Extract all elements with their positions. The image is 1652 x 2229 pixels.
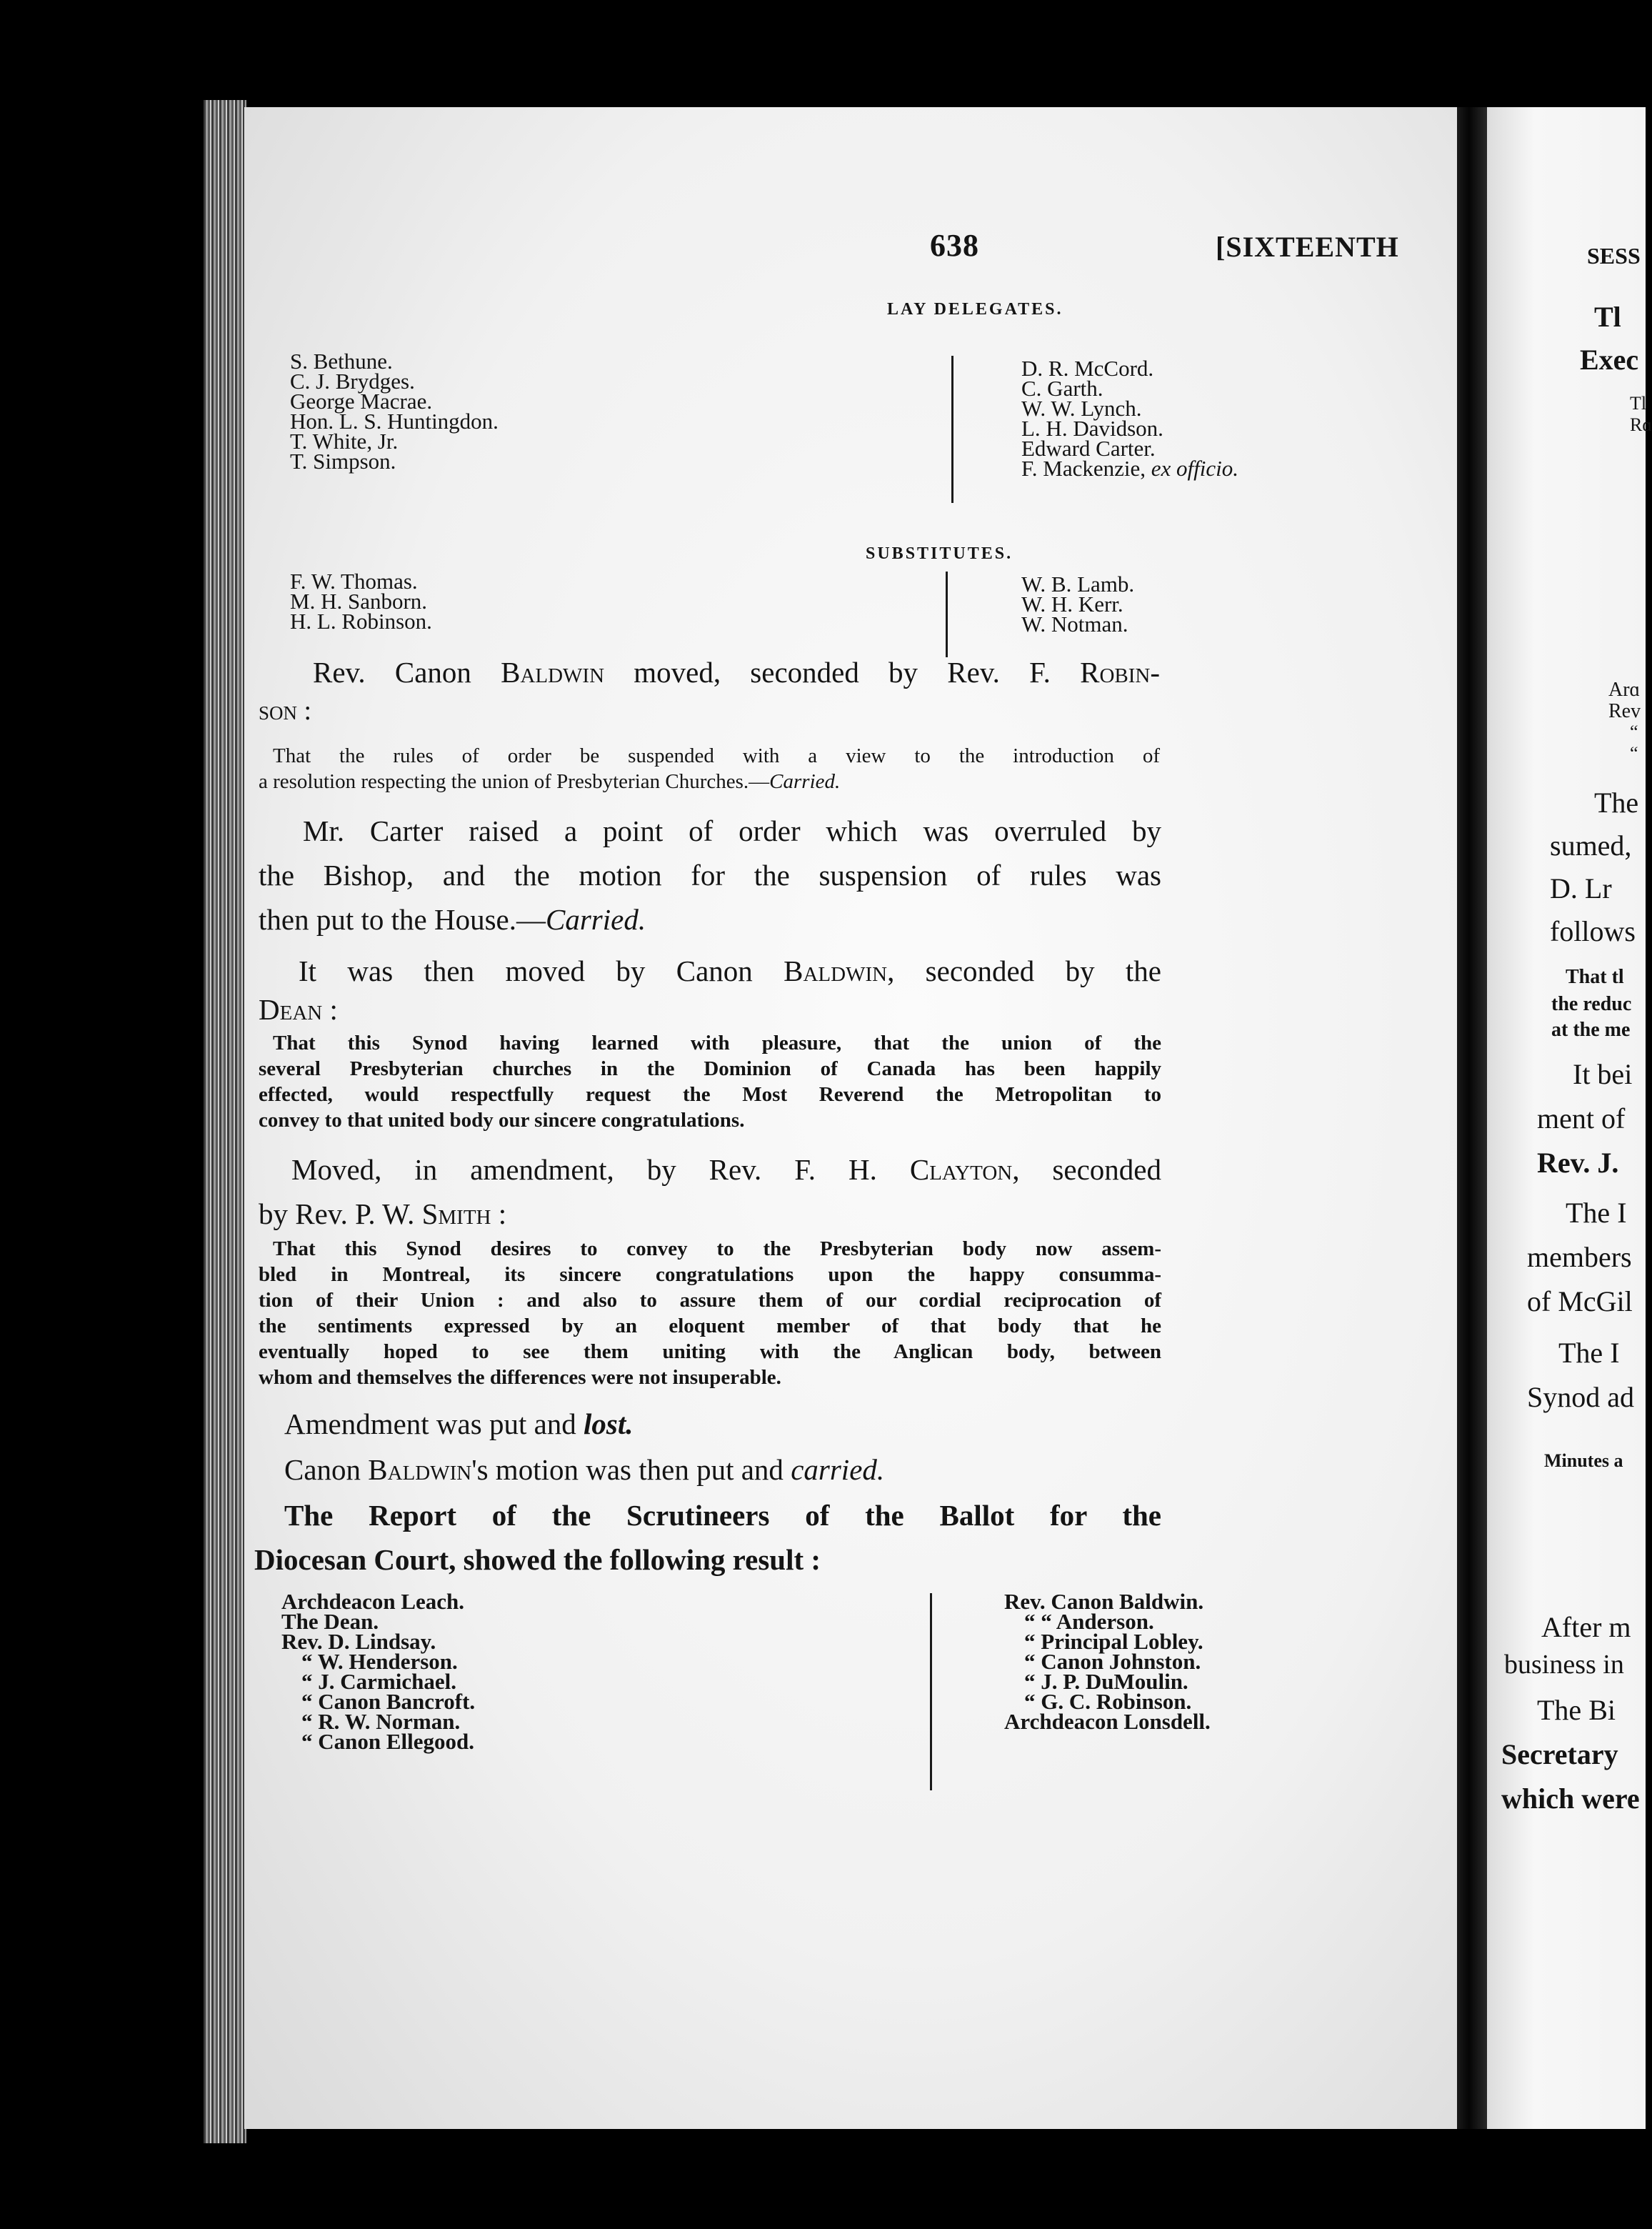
motion2-line1: It was then moved by Canon Baldwin, seconded by the <box>299 954 1162 987</box>
fragment-text: follows <box>1550 915 1636 947</box>
fragment-text: the reduc <box>1551 993 1632 1015</box>
fragment-text: of McGil <box>1527 1285 1633 1317</box>
amendment-resolution-line: tion of their Union : and also to assure them of our cordial reciprocation of <box>259 1289 1161 1312</box>
fragment-text: ment of <box>1537 1102 1626 1135</box>
diocesan-court-left-list <box>281 1589 476 1754</box>
motion2-resolution-line: That this Synod having learned with pleasure, that the union of the <box>273 1032 1161 1054</box>
fragment-text: It bei <box>1573 1058 1633 1090</box>
list-item: C. J. Brydges. <box>290 369 415 394</box>
page-number: 638 <box>930 228 979 263</box>
fragment-text: “ <box>1630 722 1638 742</box>
list-item: “ Canon Johnston. <box>1024 1649 1201 1674</box>
fragment-text: That tl <box>1566 966 1624 988</box>
amendment-resolution-line: eventually hoped to see them uniting with the Anglican body, between <box>259 1340 1161 1363</box>
list-item: W. Notman. <box>1021 612 1128 637</box>
book-gutter <box>1457 107 1487 2129</box>
amendment-resolution-line: That this Synod desires to convey to the Presbyterian body now assem- <box>273 1237 1161 1260</box>
fragment-text: which were <box>1501 1782 1640 1815</box>
scrutineers-line2: Diocesan Court, showed the following result : <box>254 1543 821 1576</box>
substitutes-heading: SUBSTITUTES. <box>866 544 1013 563</box>
list-item: Edward Carter. <box>1021 436 1156 461</box>
right-page-fragment <box>1487 107 1652 2129</box>
list-item: C. Garth. <box>1021 376 1103 401</box>
column-divider <box>951 356 953 503</box>
amendment-line2: by Rev. P. W. Smith : <box>259 1197 507 1230</box>
point-of-order-line: then put to the House.—Carried. <box>259 903 646 936</box>
diocesan-court-right-list <box>1004 1589 1211 1734</box>
scrutineers-line1: The Report of the Scrutineers of the Ballot for the <box>284 1499 1161 1532</box>
fragment-text: Secretary <box>1501 1738 1618 1770</box>
list-item: M. H. Sanborn. <box>290 589 428 614</box>
list-item: D. R. McCord. <box>1021 356 1154 381</box>
fragment-text: Tl <box>1630 393 1647 414</box>
running-head: [SIXTEENTH <box>1216 231 1399 263</box>
list-item: “ J. Carmichael. <box>301 1669 456 1694</box>
baldwin-motion-result: Canon Baldwin's motion was then put and carried. <box>284 1453 885 1486</box>
ex-officio-note: ex officio. <box>1151 456 1238 481</box>
motion2-resolution-line: effected, would respectfully request the Most Reverend the Metropolitan to <box>259 1083 1161 1106</box>
fragment-text: Tl <box>1594 301 1621 333</box>
substitutes-right-list <box>1021 572 1135 637</box>
fragment-text: Rev. J. <box>1537 1147 1619 1179</box>
lay-delegates-heading: LAY DELEGATES. <box>887 300 1063 319</box>
motion2-line2: Dean : <box>259 993 338 1026</box>
list-item: T. Simpson. <box>290 449 396 474</box>
fragment-text: Minutes a <box>1544 1450 1623 1471</box>
list-item: Archdeacon Lonsdell. <box>1004 1709 1211 1734</box>
list-item: W. W. Lynch. <box>1021 396 1142 421</box>
list-item: W. H. Kerr. <box>1021 592 1123 617</box>
list-item: “ “ Anderson. <box>1024 1609 1154 1634</box>
list-item: S. Bethune. <box>290 349 393 374</box>
list-item: “ R. W. Norman. <box>301 1709 461 1734</box>
motion2-resolution-line: convey to that united body our sincere congratulations. <box>259 1109 745 1132</box>
page-edges <box>204 100 246 2143</box>
list-item: “ W. Henderson. <box>301 1649 458 1674</box>
fragment-text: The I <box>1558 1337 1620 1369</box>
list-item: Hon. L. S. Huntingdon. <box>290 409 499 434</box>
fragment-text: business in <box>1504 1650 1624 1680</box>
fragment-text: Synod ad <box>1527 1381 1634 1413</box>
fragment-text: D. Lr <box>1550 872 1612 904</box>
list-item: H. L. Robinson. <box>290 609 432 634</box>
list-item: “ G. C. Robinson. <box>1024 1689 1192 1714</box>
column-divider <box>946 572 948 657</box>
point-of-order-line: the Bishop, and the motion for the suspension of rules was <box>259 859 1161 892</box>
fragment-text: Exec <box>1580 344 1639 376</box>
list-item: “ J. P. DuMoulin. <box>1024 1669 1188 1694</box>
amendment-resolution-line: whom and themselves the differences were not insuperable. <box>259 1366 781 1389</box>
column-divider <box>930 1593 932 1790</box>
amendment-resolution-line: bled in Montreal, its sincere congratulations upon the happy consumma- <box>259 1263 1161 1286</box>
list-item: T. White, Jr. <box>290 429 399 454</box>
point-of-order-line: Mr. Carter raised a point of order which was overruled by <box>303 814 1161 847</box>
fragment-text: at the me <box>1551 1019 1631 1041</box>
list-item <box>1021 456 1238 481</box>
list-item: George Macrae. <box>290 389 433 414</box>
fragment-text: Arɑ <box>1608 679 1641 701</box>
motion1-line1: Rev. Canon Baldwin moved, seconded by Rev. F. Robin- <box>313 656 1160 689</box>
motion1-line2: son : <box>259 696 312 726</box>
substitutes-left-list <box>290 569 432 634</box>
fragment-text: SESS <box>1587 243 1641 269</box>
fragment-text: “ <box>1630 743 1638 764</box>
list-item: F. W. Thomas. <box>290 569 418 594</box>
amendment-resolution-line: the sentiments expressed by an eloquent member of that body that he <box>259 1315 1161 1337</box>
list-item: W. B. Lamb. <box>1021 572 1135 597</box>
fragment-text: After m <box>1541 1611 1631 1643</box>
fragment-text: sumed, <box>1550 829 1632 862</box>
lay-delegates-right-list <box>1021 356 1238 481</box>
delegate-name: F. Mackenzie, <box>1021 456 1146 481</box>
amendment-line1: Moved, in amendment, by Rev. F. H. Clayton, seconded <box>291 1153 1161 1186</box>
list-item: Rev. D. Lindsay. <box>281 1629 436 1654</box>
fragment-text: The <box>1594 787 1639 819</box>
list-item: “ Canon Bancroft. <box>301 1689 476 1714</box>
fragment-text: Rev <box>1608 700 1641 722</box>
list-item: “ Canon Ellegood. <box>301 1729 475 1754</box>
motion1-resolution-line: a resolution respecting the union of Presbyterian Churches.—Carried. <box>259 770 841 793</box>
fragment-text: Rɑ <box>1630 414 1652 435</box>
list-item: The Dean. <box>281 1609 379 1634</box>
list-item: “ Principal Lobley. <box>1024 1629 1203 1654</box>
fragment-text: members <box>1527 1241 1632 1273</box>
lay-delegates-left-list <box>290 351 499 472</box>
list-item: Archdeacon Leach. <box>281 1589 465 1614</box>
fragment-text: The I <box>1566 1197 1627 1229</box>
amendment-result: Amendment was put and lost. <box>284 1407 634 1440</box>
list-item: L. H. Davidson. <box>1021 416 1163 441</box>
motion1-resolution-line: That the rules of order be suspended with a view to the introduction of <box>273 744 1160 767</box>
left-page <box>244 107 1458 2129</box>
motion2-resolution-line: several Presbyterian churches in the Dominion of Canada has been happily <box>259 1057 1161 1080</box>
list-item: Rev. Canon Baldwin. <box>1004 1589 1204 1614</box>
fragment-text: The Bi <box>1537 1694 1616 1726</box>
